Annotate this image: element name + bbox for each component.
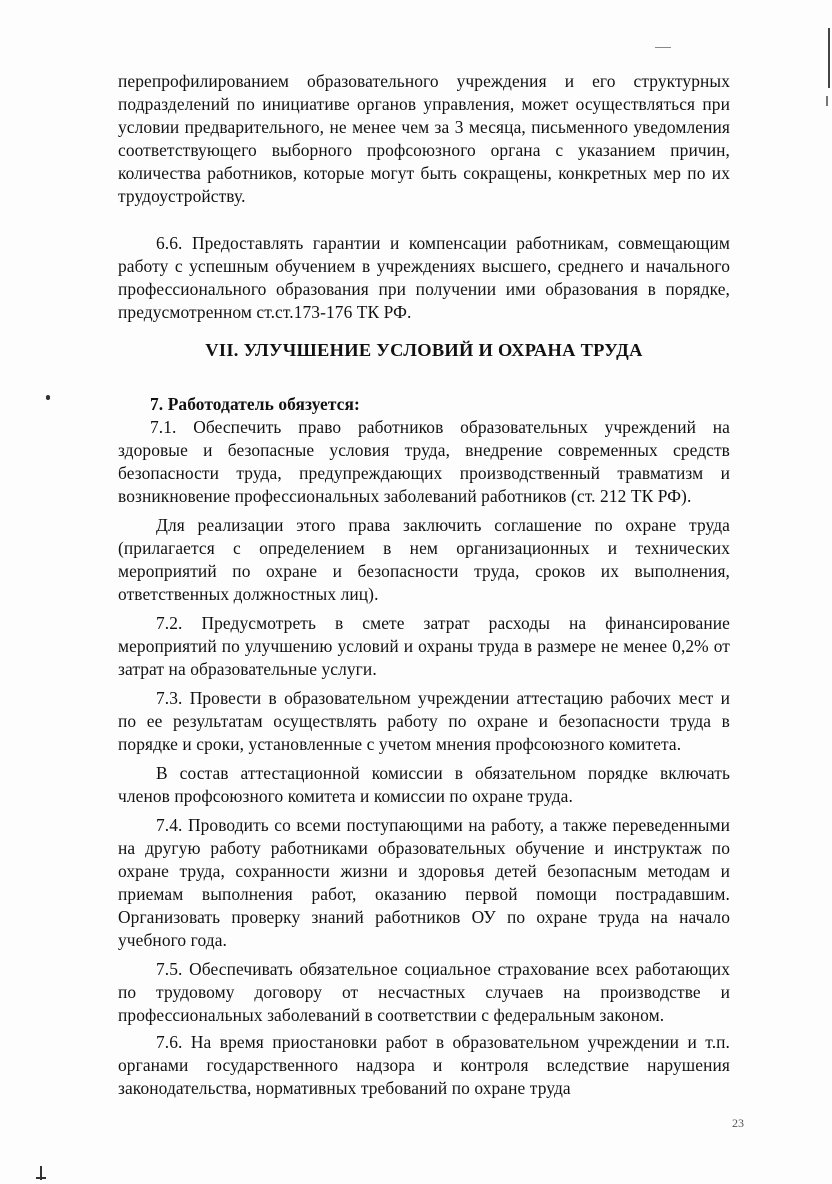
paragraph-7-1: 7.1. Обеспечить право работников образовательных учреждений на здоровые и безопасные условия труда, внедрение современных средств безопасности труда, предупреждающих производственный травматизм и возникновение профессиональных заболеваний работников (ст. 212 ТК РФ). bbox=[118, 417, 730, 506]
intro-text-block bbox=[118, 70, 730, 208]
paragraph-6-6: 6.6. Предоставлять гарантии и компенсации работникам, совмещающим работу с успешным обучением в учреждениях высшего, среднего и начального профессионального образования при получении ими образования в порядке, предусмотренном ст.ст.173-176 ТК РФ. bbox=[118, 233, 730, 322]
paragraph-7-3-commission: В состав аттестационной комиссии в обязательном порядке включать членов профсоюзного комитета и комиссии по охране труда. bbox=[118, 763, 730, 806]
paragraph-7-1-implementation: Для реализации этого права заключить соглашение по охране труда (прилагается с определением в нем организационных и технических мероприятий по охране и безопасности труда, сроков их выполнения, ответственных должностных лиц). bbox=[118, 515, 730, 604]
obligations-subheading: 7. Работодатель обязуется: bbox=[150, 394, 360, 414]
section-7-body bbox=[118, 393, 730, 1100]
paragraph-7-2: 7.2. Предусмотреть в смете затрат расходы на финансирование мероприятий по улучшению условий и охраны труда в размере не менее 0,2% от затрат на образовательные услуги. bbox=[118, 613, 730, 679]
scan-speck bbox=[46, 395, 50, 400]
scan-binding-mark bbox=[36, 1166, 46, 1180]
scan-artifact-dash bbox=[655, 47, 671, 48]
page-number: 23 bbox=[732, 1116, 744, 1130]
paragraph-7-3: 7.3. Провести в образовательном учреждении аттестацию рабочих мест и по ее результатам осуществлять работу по охране и безопасности труда в порядке и сроки, установленные с учетом мнения профсоюзного комитета. bbox=[118, 688, 730, 754]
scan-edge-mark bbox=[828, 28, 830, 88]
paragraph-7-4: 7.4. Проводить со всеми поступающими на работу, а также переведенными на другую работу работниками образовательных обучение и инструктаж по охране труда, сохранности жизни и здоровья детей безопасным методам и приемам выполнения работ, оказанию первой помощи пострадавшим. Организовать проверку знаний работников ОУ по охране труда на начало учебного года. bbox=[118, 815, 730, 950]
paragraph-7-5: 7.5. Обеспечивать обязательное социальное страхование всех работающих по трудовому договору от несчастных случаев на производстве и профессиональных заболеваний в соответствии с федеральным законом. bbox=[118, 959, 730, 1025]
paragraph-7-6: 7.6. На время приостановки работ в образовательном учреждении и т.п. органами государственного надзора и контроля вследствие нарушения законодательства, нормативных требований по охране труда bbox=[118, 1032, 730, 1098]
scan-edge-dots bbox=[826, 96, 828, 106]
clause-6-6-block bbox=[118, 232, 730, 324]
paragraph-continuation: перепрофилированием образовательного учреждения и его структурных подразделений по инициативе органов управления, может осуществляться при условии предварительного, не менее чем за 3 месяца, письменного уведомления соответствующего выборного профсоюзного органа с указанием причин, количества работников, которые могут быть сокращены, конкретных мер по их трудоустройству. bbox=[118, 71, 730, 206]
section-heading: VII. УЛУЧШЕНИЕ УСЛОВИЙ И ОХРАНА ТРУДА bbox=[205, 340, 643, 360]
